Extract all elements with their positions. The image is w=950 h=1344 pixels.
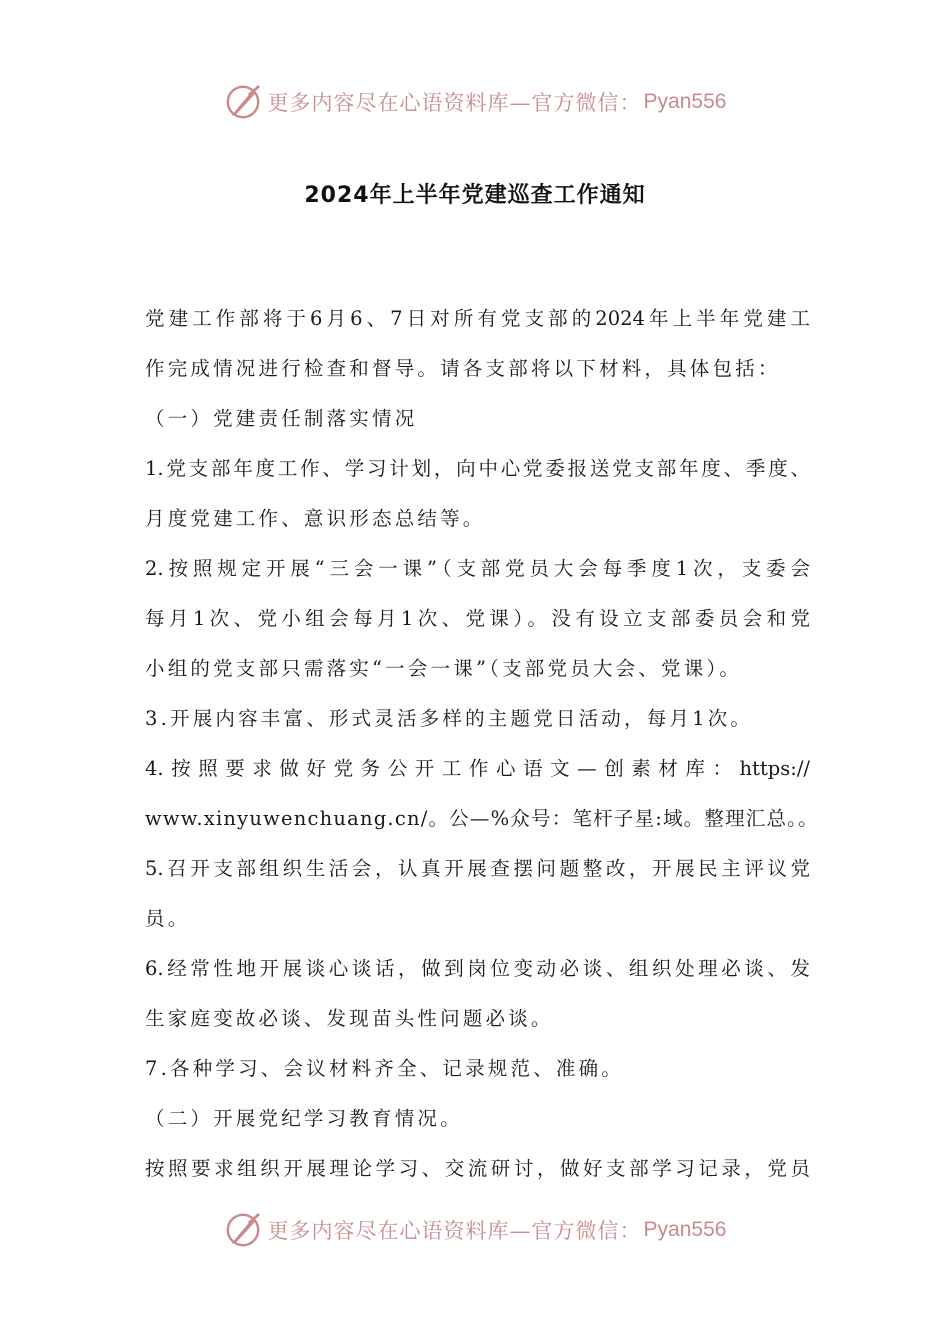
watermark-text: 更多内容尽在心语资料库—官方微信： (267, 1219, 642, 1243)
paragraph-line: 作完成情况进行检查和督导。请各支部将以下材料，具体包括： (145, 357, 781, 380)
list-item-line: 1.党支部年度工作、学习计划，向中心党委报送党支部年度、季度、 (145, 457, 810, 480)
watermark-wechat-id: Pyan556 (643, 90, 727, 113)
list-item-line: 7.各种学习、会议材料齐全、记录规范、准确。 (145, 1057, 625, 1080)
list-item-line: 生家庭变故必谈、发现苗头性问题必谈。 (145, 1007, 554, 1030)
list-item-line: 2.按照规定开展“三会一课”（支部党员大会每季度1次，支委会 (145, 557, 810, 580)
watermark-wechat-id: Pyan556 (643, 1218, 727, 1241)
list-item-line: 小组的党支部只需落实“一会一课”（支部党员大会、党课）。 (145, 657, 743, 680)
list-item-line: 4.按照要求做好党务公开工作心语文—创素材库：https:// (145, 757, 810, 780)
paragraph-line: 党建工作部将于6月6、7日对所有党支部的2024年上半年党建工 (145, 307, 810, 330)
list-item-line: www.xinyuwenchuang.cn/。公—%众号：笔杆子星:域。整理汇总。。 (145, 807, 819, 830)
section-heading: （二）开展党纪学习教育情况。 (145, 1107, 463, 1130)
quill-pen-logo-icon (224, 83, 262, 121)
watermark-header (0, 80, 950, 124)
section-heading: （一）党建责任制落实情况 (145, 407, 418, 430)
document-title: 2024年上半年党建巡查工作通知 (304, 183, 646, 208)
paragraph-line: 按照要求组织开展理论学习、交流研讨，做好支部学习记录，党员 (145, 1157, 810, 1180)
list-item-line: 员。 (145, 907, 191, 930)
quill-pen-logo-icon (224, 1211, 262, 1249)
list-item-line: 月度党建工作、意识形态总结等。 (145, 507, 486, 530)
list-item-line: 每月1次、党小组会每月1次、党课）。没有设立支部委员会和党 (145, 607, 810, 630)
list-item-line: 6.经常性地开展谈心谈话，做到岗位变动必谈、组织处理必谈、发 (145, 957, 810, 980)
list-item-line: 5.召开支部组织生活会，认真开展查摆问题整改，开展民主评议党 (145, 857, 810, 880)
list-item-line: 3.开展内容丰富、形式灵活多样的主题党日活动，每月1次。 (145, 707, 754, 730)
document-body (145, 298, 819, 1198)
watermark-text: 更多内容尽在心语资料库—官方微信： (267, 91, 642, 115)
watermark-footer (0, 1208, 950, 1252)
